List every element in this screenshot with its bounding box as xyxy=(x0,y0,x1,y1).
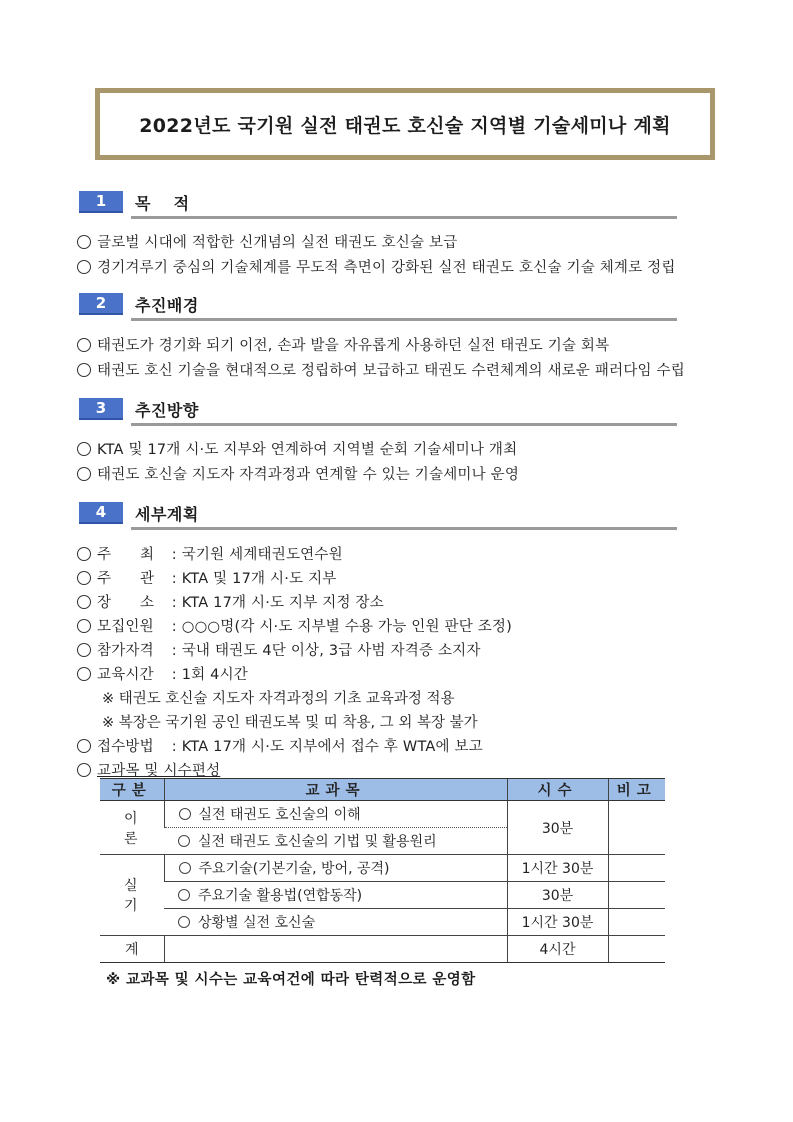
detail-eligibility: 참가자격 : 국내 태권도 4단 이상, 3급 사범 자격증 소지자 xyxy=(77,639,481,660)
hours-cell: 30분 xyxy=(507,882,608,909)
list-item: KTA 및 17개 시·도 지부와 연계하여 지역별 순회 기술세미나 개최 xyxy=(77,438,517,459)
list-item: 태권도 호신 기술을 현대적으로 정립하여 보급하고 태권도 수련체계의 새로운 패러다임 수립 xyxy=(77,359,685,380)
circle-bullet-icon xyxy=(179,862,191,874)
detail-reception: 접수방법 : KTA 17개 시·도 지부에서 접수 후 WTA에 보고 xyxy=(77,735,483,756)
subject-cell: 주요기술 활용법(연합동작) xyxy=(164,882,507,909)
circle-bullet-icon xyxy=(77,739,91,753)
circle-bullet-icon xyxy=(77,547,91,561)
circle-bullet-icon xyxy=(178,835,190,847)
header-hours: 시수 xyxy=(507,779,608,801)
hours-cell: 30분 xyxy=(507,801,608,855)
table-header-row xyxy=(100,779,665,801)
section-underline xyxy=(131,423,677,426)
list-item: 글로벌 시대에 적합한 신개념의 실전 태권도 호신술 보급 xyxy=(77,231,457,252)
total-subject-cell xyxy=(164,936,507,963)
header-remark: 비고 xyxy=(608,779,665,801)
header-category: 구분 xyxy=(100,779,164,801)
list-item: 태권도가 경기화 되기 이전, 손과 발을 자유롭게 사용하던 실전 태권도 기술 회복 xyxy=(77,334,609,355)
circle-bullet-icon xyxy=(77,763,91,777)
subject-cell: 주요기술(기본기술, 방어, 공격) xyxy=(164,855,507,882)
circle-bullet-icon xyxy=(179,808,191,820)
section-1-header xyxy=(79,191,679,217)
remark-cell xyxy=(608,909,665,936)
circle-bullet-icon xyxy=(77,467,91,481)
subject-cell: 상황별 실전 호신술 xyxy=(164,909,507,936)
remark-cell xyxy=(608,882,665,909)
title-box xyxy=(95,88,715,160)
circle-bullet-icon xyxy=(77,595,91,609)
circle-bullet-icon xyxy=(77,619,91,633)
section-2-header xyxy=(79,293,679,319)
detail-organizer: 주 관 : KTA 및 17개 시·도 지부 xyxy=(77,567,337,588)
header-subject: 교과목 xyxy=(164,779,507,801)
detail-training-time: 교육시간 : 1회 4시간 xyxy=(77,663,248,684)
total-label-cell: 계 xyxy=(100,936,164,963)
hours-cell: 1시간 30분 xyxy=(507,855,608,882)
remark-cell xyxy=(608,855,665,882)
curriculum-table xyxy=(100,778,665,963)
table-row xyxy=(100,855,665,882)
table-row xyxy=(100,801,665,828)
total-hours-cell: 4시간 xyxy=(507,936,608,963)
table-total-row xyxy=(100,936,665,963)
circle-bullet-icon xyxy=(77,338,91,352)
hours-cell: 1시간 30분 xyxy=(507,909,608,936)
table-row xyxy=(100,909,665,936)
category-cell: 실기 xyxy=(100,855,164,936)
detail-location: 장 소 : KTA 17개 시·도 지부 지정 장소 xyxy=(77,591,384,612)
circle-bullet-icon xyxy=(77,667,91,681)
page-title: 2022년도 국기원 실전 태권도 호신술 지역별 기술세미나 계획 xyxy=(139,114,671,137)
circle-bullet-icon xyxy=(77,235,91,249)
circle-bullet-icon xyxy=(77,643,91,657)
circle-bullet-icon xyxy=(77,363,91,377)
total-remark-cell xyxy=(608,936,665,963)
section-title: 추진방향 xyxy=(135,401,199,420)
subject-cell: 실전 태권도 호신술의 기법 및 활용원리 xyxy=(164,828,507,855)
list-item: 경기겨루기 중심의 기술체계를 무도적 측면이 강화된 실전 태권도 호신술 기술 체계로 정립 xyxy=(77,256,676,277)
section-number: 4 xyxy=(79,502,123,524)
detail-host: 주 최 : 국기원 세계태권도연수원 xyxy=(77,543,343,564)
list-item: 태권도 호신술 지도자 자격과정과 연계할 수 있는 기술세미나 운영 xyxy=(77,463,519,484)
section-underline xyxy=(131,318,677,321)
section-3-header xyxy=(79,398,679,424)
circle-bullet-icon xyxy=(178,916,190,928)
circle-bullet-icon xyxy=(77,260,91,274)
curriculum-heading: 교과목 및 시수편성 xyxy=(77,759,220,780)
section-4-header xyxy=(79,502,679,528)
section-underline xyxy=(131,216,677,219)
note: ※ 복장은 국기원 공인 태권도복 및 띠 착용, 그 외 복장 불가 xyxy=(102,715,478,731)
section-underline xyxy=(131,527,677,530)
table-row xyxy=(100,882,665,909)
subject-cell: 실전 태권도 호신술의 이해 xyxy=(164,801,507,828)
circle-bullet-icon xyxy=(77,442,91,456)
note: ※ 태권도 호신술 지도자 자격과정의 기초 교육과정 적용 xyxy=(102,691,455,707)
detail-recruitment: 모집인원 : ○○○명(각 시·도 지부별 수용 가능 인원 판단 조정) xyxy=(77,615,512,636)
category-cell: 이론 xyxy=(100,801,164,855)
section-number: 3 xyxy=(79,398,123,420)
section-title: 추진배경 xyxy=(135,296,199,315)
circle-bullet-icon xyxy=(178,889,190,901)
section-number: 2 xyxy=(79,293,123,315)
section-number: 1 xyxy=(79,191,123,213)
footnote: ※ 교과목 및 시수는 교육여건에 따라 탄력적으로 운영함 xyxy=(106,972,476,988)
section-title: 세부계획 xyxy=(135,505,199,524)
remark-cell xyxy=(608,801,665,855)
section-title: 목 적 xyxy=(135,194,194,213)
circle-bullet-icon xyxy=(77,571,91,585)
